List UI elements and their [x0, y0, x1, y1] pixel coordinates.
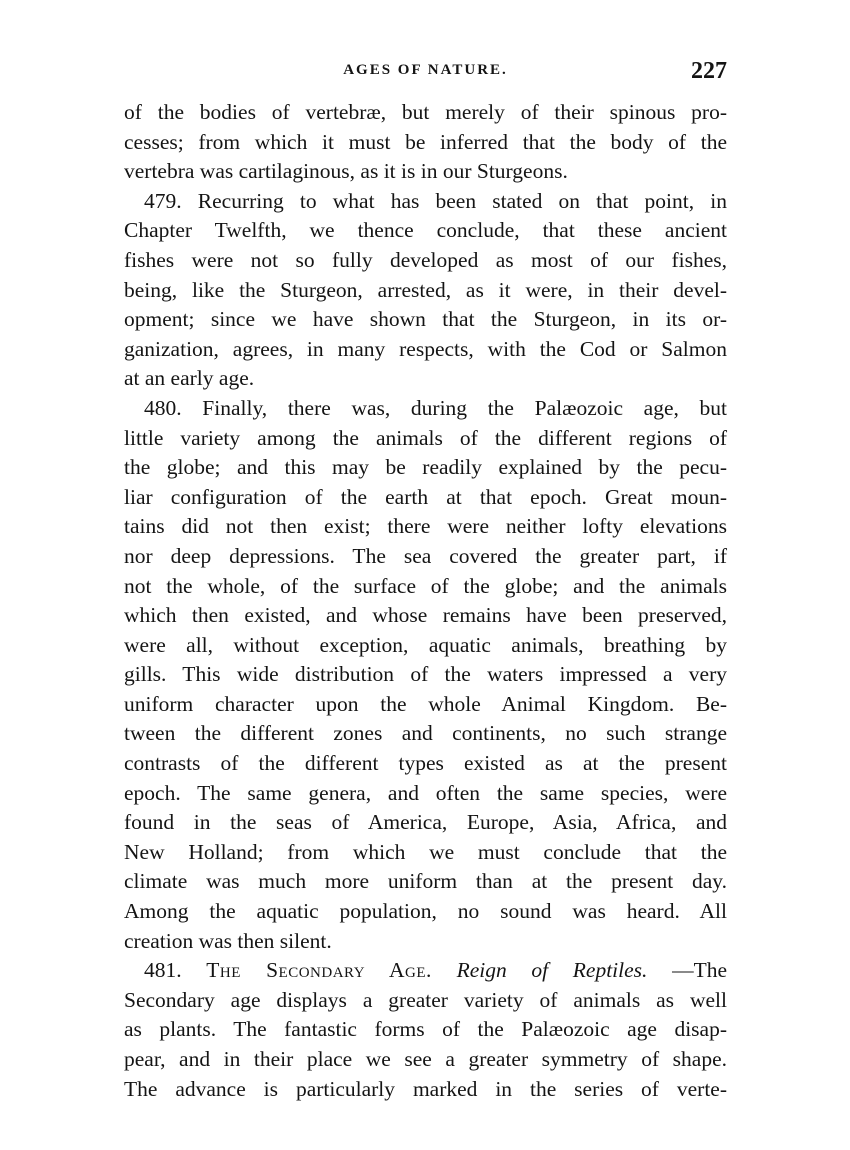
- text-line: the globe; and this may be readily explained by the pecu-: [124, 455, 727, 480]
- text-line: found in the seas of America, Europe, Asia, Africa, and: [124, 810, 727, 835]
- text-line: creation was then silent.: [124, 928, 332, 953]
- text-line: fishes were not so fully developed as most of our fishes,: [124, 247, 727, 272]
- text-line: tween the different zones and continents, no such strange: [124, 721, 727, 746]
- text-line: at an early age.: [124, 366, 255, 391]
- text-line: tains did not then exist; there were neither lofty elevations: [124, 514, 727, 539]
- text-line: contrasts of the different types existed as at the present: [124, 751, 727, 776]
- text-line: The advance is particularly marked in the series of verte-: [124, 1076, 727, 1101]
- text-line: Chapter Twelfth, we thence conclude, that these ancient: [124, 218, 727, 243]
- page-header: [124, 58, 727, 92]
- text-line: pear, and in their place we see a greater symmetry of shape.: [124, 1047, 727, 1071]
- text-line: nor deep depressions. The sea covered the greater part, if: [124, 543, 727, 568]
- text-line: of the bodies of vertebræ, but merely of their spinous pro-: [124, 100, 727, 124]
- text-line: opment; since we have shown that the Sturgeon, in its or-: [124, 307, 727, 332]
- text-line: epoch. The same genera, and often the same species, were: [124, 780, 727, 805]
- running-head: AGES OF NATURE.: [343, 62, 508, 78]
- text-line: New Holland; from which we must conclude that the: [124, 839, 727, 864]
- text-line: uniform character upon the whole Animal Kingdom. Be-: [124, 691, 727, 716]
- text-line: not the whole, of the surface of the globe; and the animals: [124, 573, 727, 598]
- text-line: cesses; from which it must be inferred that the body of the: [124, 129, 727, 154]
- body-text: [124, 98, 727, 1104]
- em-dash: —: [672, 958, 694, 983]
- text-line: Secondary age displays a greater variety of animals as well: [124, 987, 727, 1012]
- paragraph-number: 481.: [144, 958, 182, 983]
- paragraph-479-start: 479. Recurring to what has been stated on that point, in: [144, 188, 727, 213]
- text-line: as plants. The fantastic forms of the Palæozoic age disap-: [124, 1017, 727, 1042]
- text-line: vertebra was cartilaginous, as it is in our Sturgeons.: [124, 159, 568, 184]
- section-subtitle: Reign of Reptiles.: [456, 958, 648, 983]
- text-line: little variety among the animals of the different regions of: [124, 425, 727, 450]
- text-line: which then existed, and whose remains have been preserved,: [124, 603, 727, 628]
- text-line: climate was much more uniform than at the present day.: [124, 869, 727, 894]
- book-page: [124, 58, 727, 1104]
- text-line: were all, without exception, aquatic animals, breathing by: [124, 632, 727, 657]
- text-line: gills. This wide distribution of the waters impressed a very: [124, 662, 727, 687]
- text-line: Among the aquatic population, no sound was heard. All: [124, 899, 727, 924]
- page-number: 227: [691, 58, 727, 84]
- paragraph-481-start: [124, 956, 727, 986]
- text-line: liar configuration of the earth at that epoch. Great moun-: [124, 484, 727, 509]
- paragraph-480-start: 480. Finally, there was, during the Palæozoic age, but: [144, 395, 727, 420]
- text-line: ganization, agrees, in many respects, with the Cod or Salmon: [124, 336, 727, 361]
- line-continuation: The: [693, 958, 728, 983]
- text-line: being, like the Sturgeon, arrested, as it were, in their devel-: [124, 277, 727, 302]
- section-heading: The Secondary Age.: [206, 958, 432, 983]
